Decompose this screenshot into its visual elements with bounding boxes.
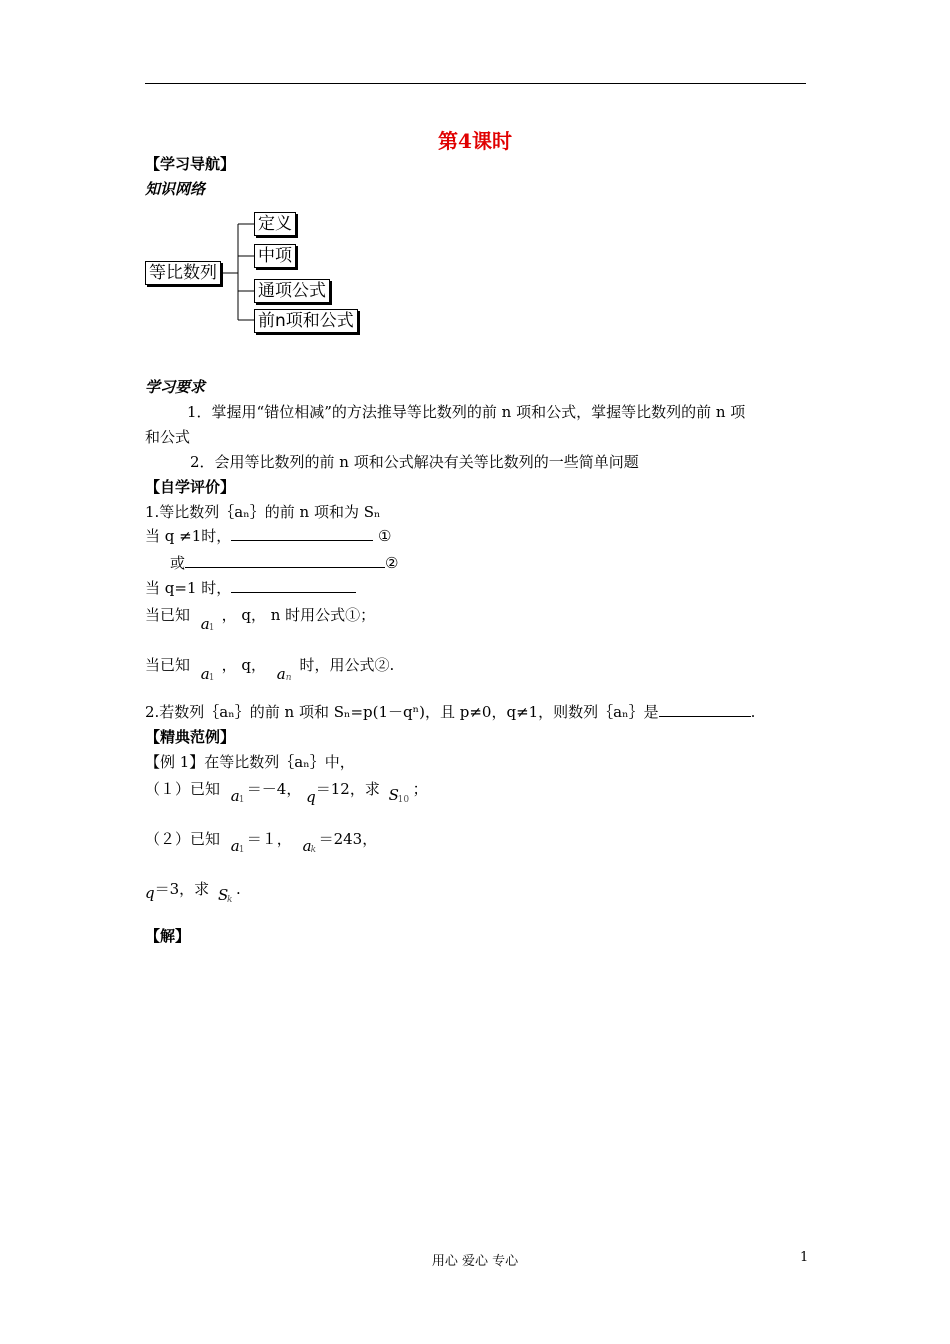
example-1: 【例 1】在等比数列｛aₙ｝中， (145, 753, 355, 771)
blank-question-2[interactable] (659, 702, 751, 717)
requirements-label: 学习要求 (145, 378, 206, 396)
page-number: 1 (800, 1250, 809, 1265)
question-2: 2.若数列｛aₙ｝的前 n 项和 Sₙ=p(1－qⁿ)，且 p≠0，q≠1，则数列｛aₙ｝是 . (145, 703, 756, 721)
network-label: 知识网络 (145, 180, 206, 198)
blank-formula-3[interactable] (231, 578, 356, 593)
formula-line-2 (170, 552, 398, 573)
blank-formula-2[interactable] (185, 553, 385, 568)
an-symbol: a n (276, 665, 292, 683)
diagram-branch-general-term: 通项公式 (254, 279, 330, 303)
mark-2: ② (385, 554, 399, 572)
a1-symbol: a 1 (200, 615, 215, 633)
footer-text: 用心 爱心 专心 (431, 1254, 519, 1269)
s10-symbol: S 10 (388, 786, 410, 805)
diagram-connectors (0, 0, 950, 360)
diagram-branch-definition: 定义 (254, 212, 296, 236)
when-q-ne-1: 当 q ≠1时， (145, 527, 232, 545)
diagram-branch-middle-term: 中项 (254, 244, 296, 268)
blank-formula-1[interactable] (231, 526, 373, 541)
formula-line-3 (145, 577, 356, 598)
example-1-part-1: （１）已知 a 1 ＝－4， q＝12，求 S 10 ； (145, 776, 428, 799)
requirement-1: 1．掌握用“错位相减”的方法推导等比数列的前 n 项和公式，掌握等比数列的前 n 项 (187, 403, 746, 421)
requirement-2: 2．会用等比数列的前 n 项和公式解决有关等比数列的一些简单问题 (190, 453, 639, 471)
solution-label: 【解】 (145, 927, 191, 945)
example-1-part-2: （２）已知 a 1 ＝１， a k ＝243， (145, 826, 377, 849)
requirement-1-cont: 和公式 (145, 428, 191, 446)
formula-line-1 (145, 525, 392, 546)
known-case-1: 当已知 a 1 ， q， n 时用公式①； (145, 602, 375, 625)
or-label: 或 (170, 554, 186, 572)
diagram-root: 等比数列 (145, 261, 221, 285)
a1-symbol: a 1 (230, 787, 245, 805)
example-1-part-2-cont: q＝3，求 S k . (145, 876, 241, 899)
sk-symbol: S k (217, 886, 233, 905)
question-1: 1.等比数列｛aₙ｝的前 n 项和为 Sₙ (145, 503, 381, 521)
ak-symbol: a k (302, 837, 317, 855)
example-header: 【精典范例】 (145, 728, 236, 746)
known-case-2: 当已知 a 1 ， q， a n 时，用公式②. (145, 652, 394, 675)
nav-header: 【学习导航】 (145, 155, 236, 173)
a1-symbol: a 1 (200, 665, 215, 683)
when-q-1: 当 q=1 时， (145, 579, 232, 597)
self-eval-header: 【自学评价】 (145, 478, 236, 496)
mark-1: ① (378, 527, 392, 545)
a1-symbol: a 1 (230, 837, 245, 855)
diagram-branch-sum-formula: 前n项和公式 (254, 309, 358, 333)
page-title: 第4课时 (438, 129, 512, 153)
